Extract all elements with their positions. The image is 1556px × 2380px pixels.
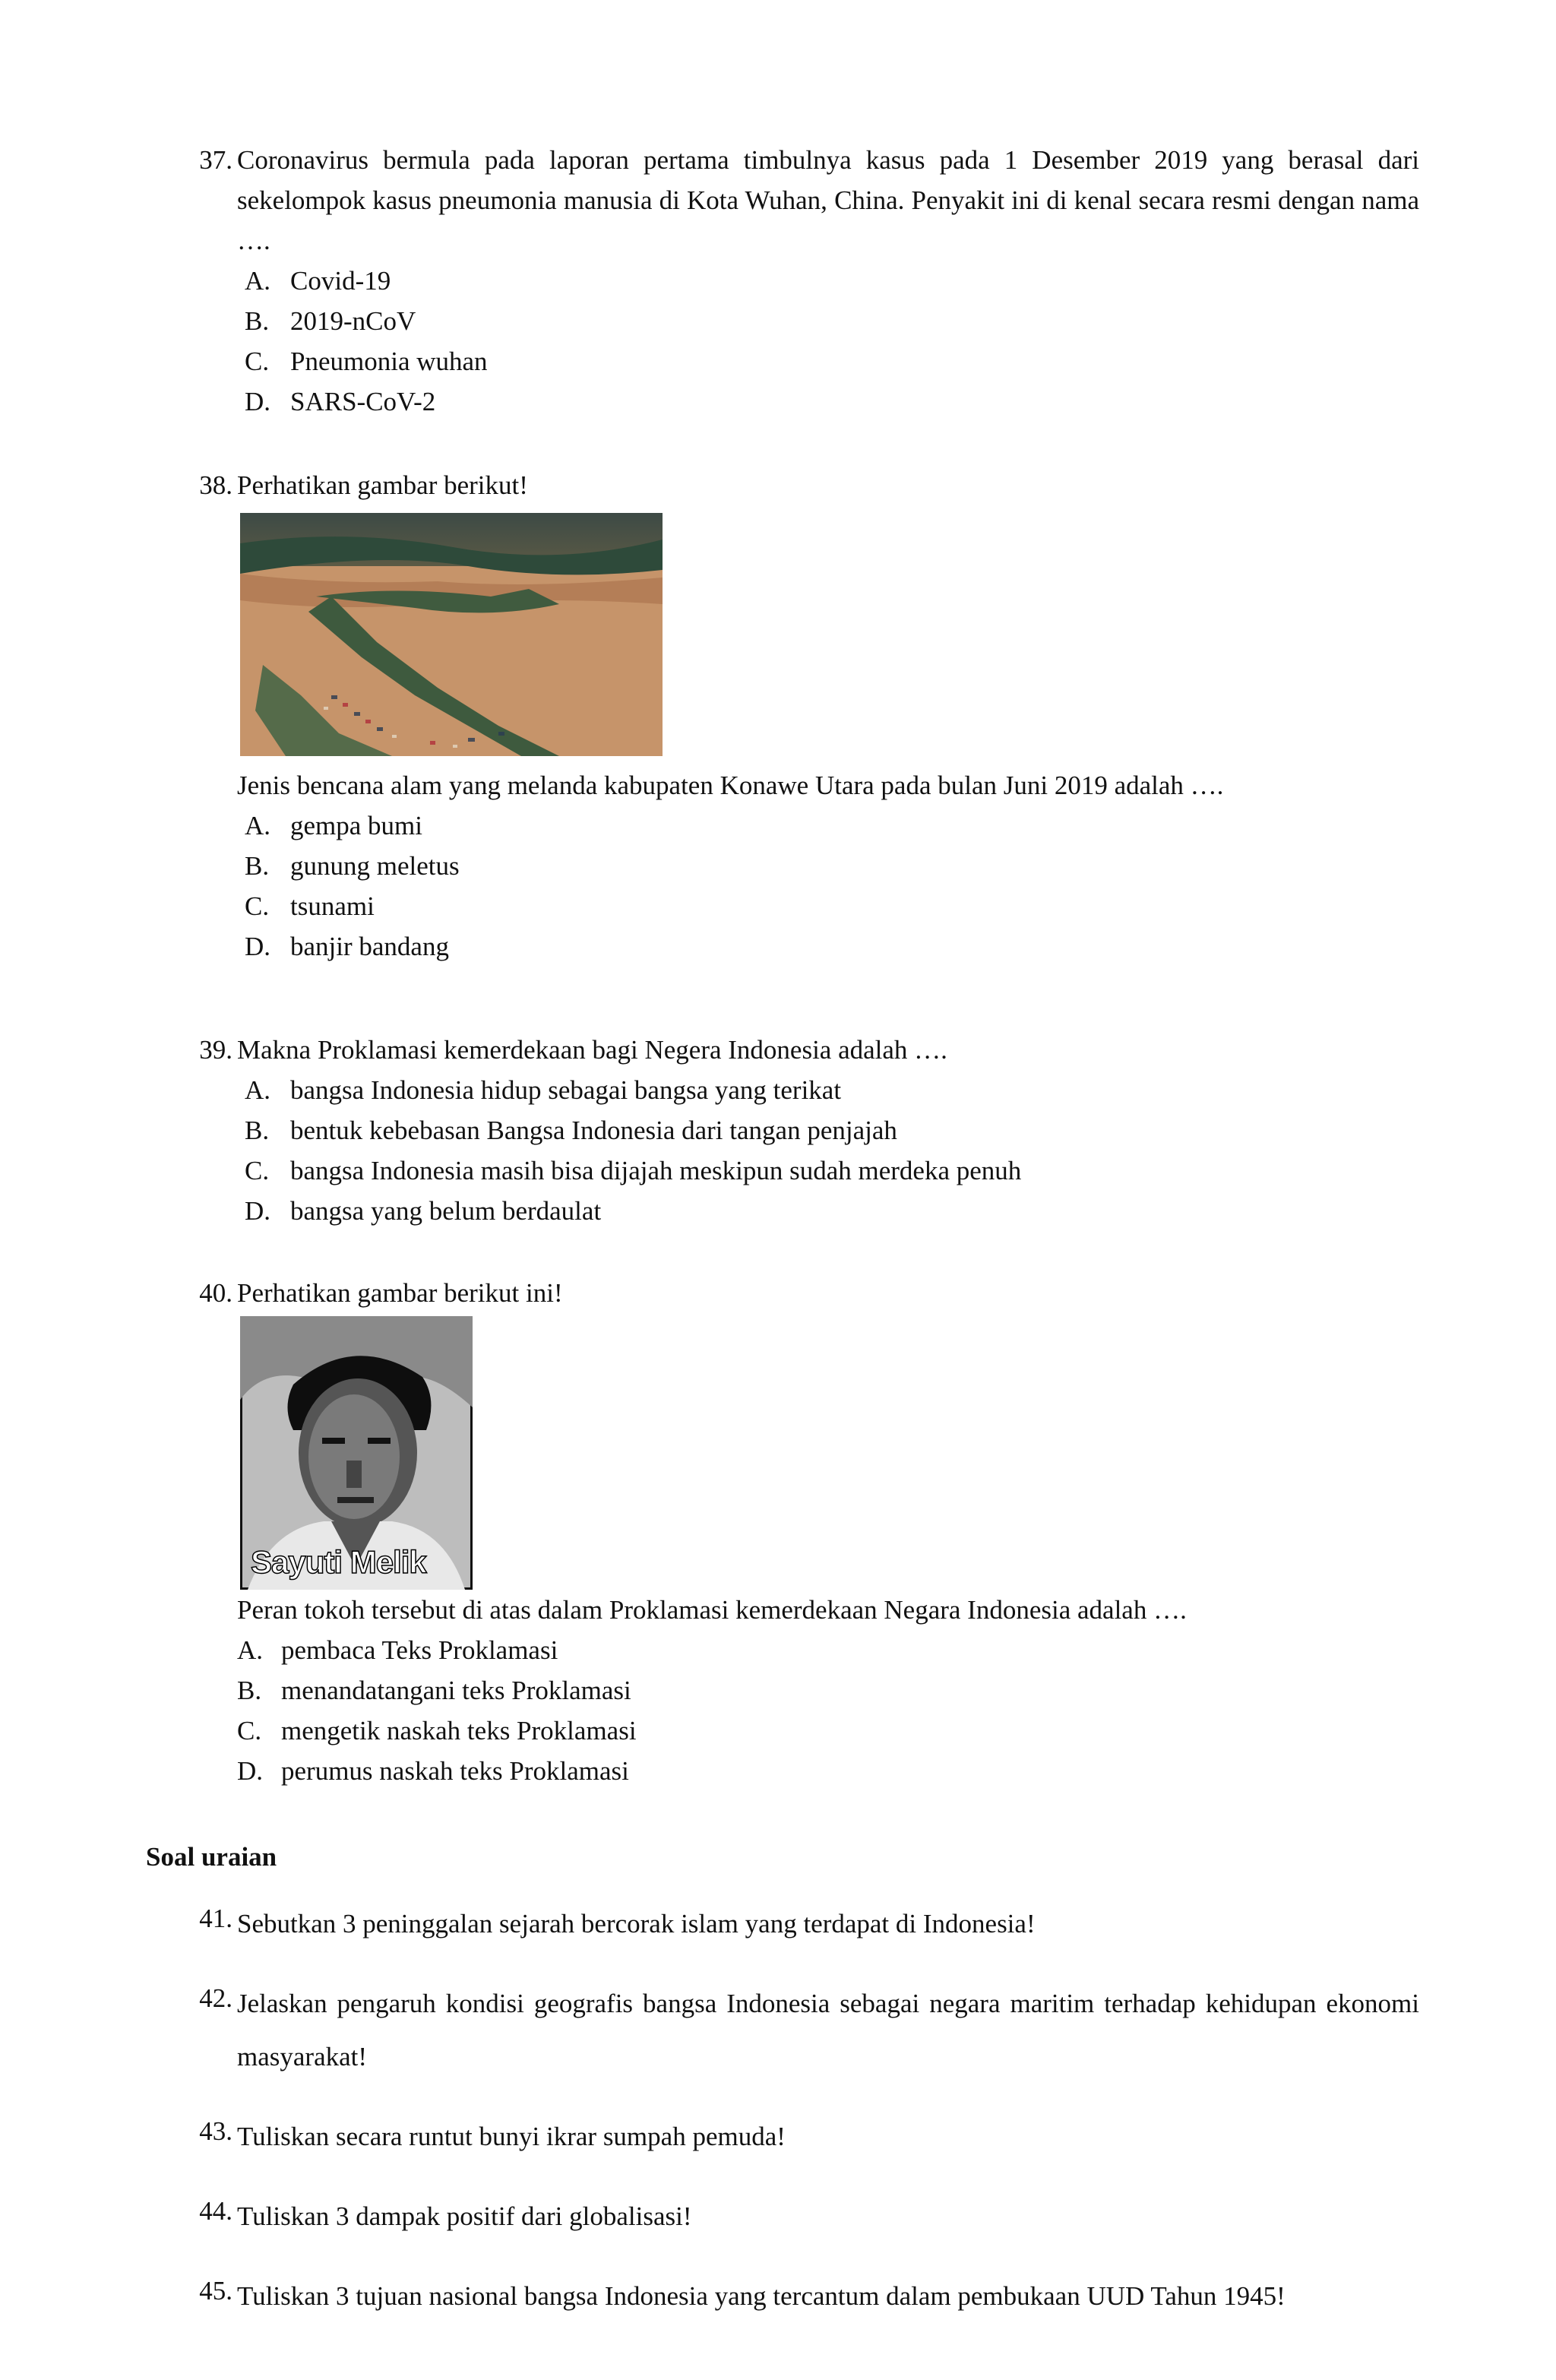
question-number: 37. xyxy=(199,145,232,175)
options-list xyxy=(237,1630,1419,1791)
option-d: D. banjir bandang xyxy=(245,932,449,961)
option-b: B. gunung meletus xyxy=(245,851,460,881)
option-a: A. bangsa Indonesia hidup sebagai bangsa yang terikat xyxy=(245,1075,842,1105)
question-stem: Makna Proklamasi kemerdekaan bagi Negera Indonesia adalah …. xyxy=(237,1035,947,1065)
option-c: C. bangsa Indonesia masih bisa dijajah meskipun sudah merdeka penuh xyxy=(245,1156,1022,1185)
essay-text: Tuliskan secara runtut bunyi ikrar sumpah pemuda! xyxy=(237,2122,786,2151)
essay-item-41 xyxy=(188,1897,1419,1951)
options-list xyxy=(237,805,1419,967)
option-d: D. SARS-CoV-2 xyxy=(245,387,436,416)
flood-image xyxy=(240,513,663,756)
option-a: A. Covid-19 xyxy=(245,266,391,296)
option-c: C. tsunami xyxy=(245,891,375,921)
essay-number: 42. xyxy=(199,1983,232,2013)
options-list xyxy=(237,261,1419,422)
flood-aerial-photo xyxy=(240,513,1419,756)
question-number: 39. xyxy=(199,1035,232,1065)
portrait-caption: Sayuti Melik xyxy=(251,1544,426,1580)
option-b: B. 2019-nCoV xyxy=(245,306,416,336)
option-a: A. gempa bumi xyxy=(245,811,422,840)
essay-item-44 xyxy=(188,2190,1419,2243)
options-list xyxy=(237,1070,1419,1231)
essay-number: 45. xyxy=(199,2276,232,2306)
essay-number: 43. xyxy=(199,2116,232,2146)
option-b: B. bentuk kebebasan Bangsa Indonesia dari tangan penjajah xyxy=(245,1116,897,1145)
question-stem: Perhatikan gambar berikut! xyxy=(237,470,528,500)
question-stem: Coronavirus bermula pada laporan pertama timbulnya kasus pada 1 Desember 2019 yang berasal dari sekelompok kasus pneumonia manusia di Kota Wuhan, China. Penyakit ini di kenal secara resmi dengan nama …. xyxy=(237,145,1419,255)
section-title: Soal uraian xyxy=(146,1842,277,1872)
question-stem: Perhatikan gambar berikut ini! xyxy=(237,1278,563,1308)
essay-number: 44. xyxy=(199,2196,232,2226)
essay-number: 41. xyxy=(199,1904,232,1933)
essay-text: Tuliskan 3 tujuan nasional bangsa Indonesia yang tercantum dalam pembukaan UUD Tahun 1945! xyxy=(237,2281,1286,2311)
option-b: B. menandatangani teks Proklamasi xyxy=(237,1676,631,1705)
essay-list xyxy=(188,1871,1419,2350)
question-number: 40. xyxy=(199,1278,232,1308)
question-text: Jenis bencana alam yang melanda kabupaten Konawe Utara pada bulan Juni 2019 adalah …. xyxy=(237,771,1224,800)
option-d: D. perumus naskah teks Proklamasi xyxy=(237,1756,629,1786)
portrait-figure xyxy=(240,1316,1419,1590)
essay-text: Sebutkan 3 peninggalan sejarah bercorak islam yang terdapat di Indonesia! xyxy=(237,1909,1036,1938)
option-c: C. mengetik naskah teks Proklamasi xyxy=(237,1716,637,1745)
essay-item-45 xyxy=(188,2270,1419,2323)
essay-item-42 xyxy=(188,1977,1419,2084)
question-number: 38. xyxy=(199,470,232,500)
option-c: C. Pneumonia wuhan xyxy=(245,347,488,376)
option-a: A. pembaca Teks Proklamasi xyxy=(237,1635,558,1665)
essay-text: Tuliskan 3 dampak positif dari globalisasi! xyxy=(237,2201,692,2231)
portrait-photo xyxy=(240,1316,473,1590)
question-text: Peran tokoh tersebut di atas dalam Proklamasi kemerdekaan Negara Indonesia adalah …. xyxy=(237,1595,1187,1625)
essay-text: Jelaskan pengaruh kondisi geografis bangsa Indonesia sebagai negara maritim terhadap kehidupan ekonomi masyarakat! xyxy=(237,1989,1419,2071)
essay-item-43 xyxy=(188,2110,1419,2163)
option-d: D. bangsa yang belum berdaulat xyxy=(245,1196,602,1226)
